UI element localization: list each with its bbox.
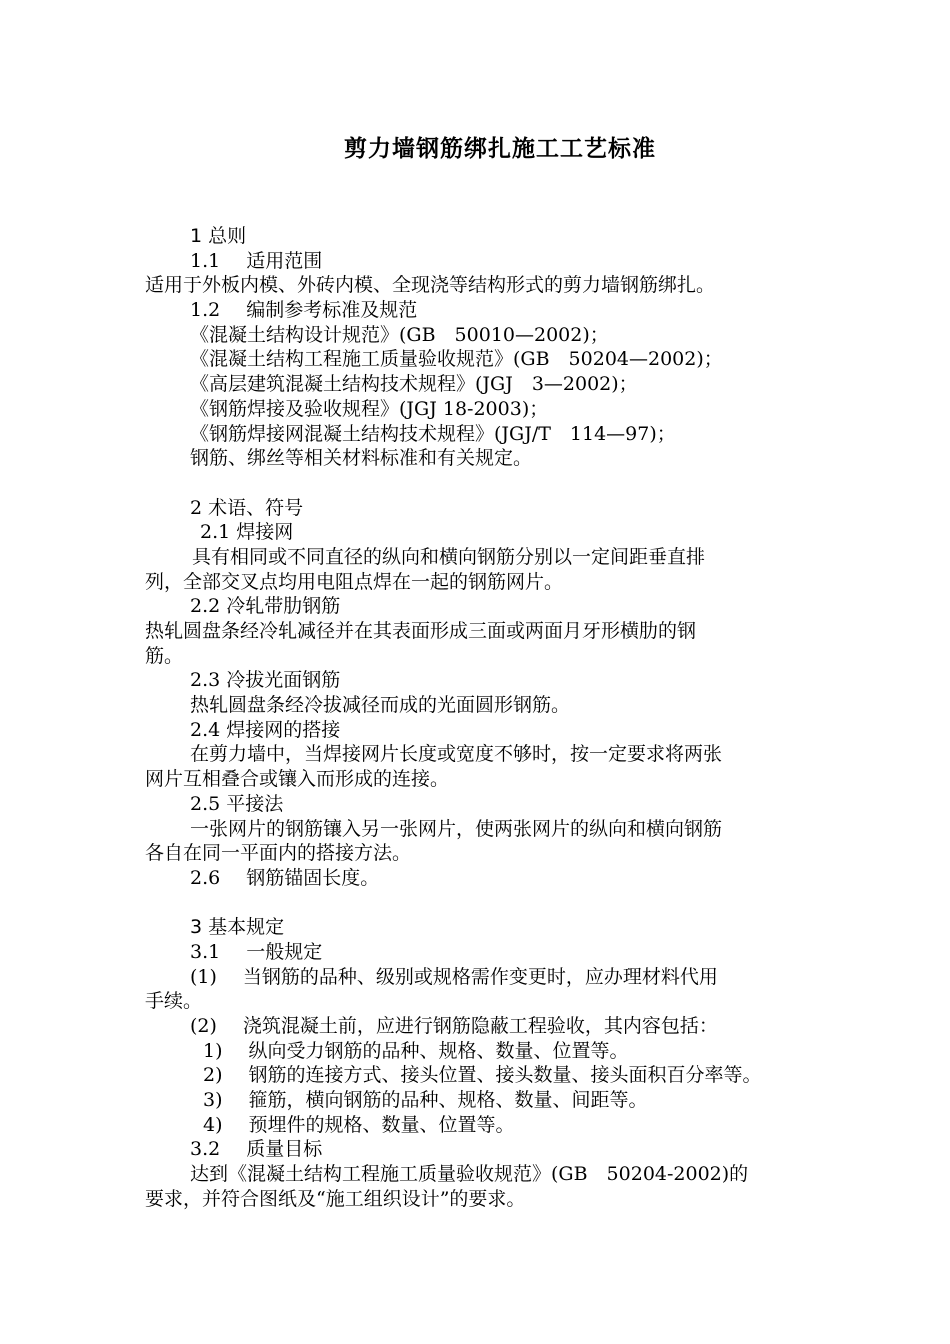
list-item-text: 预埋件的规格、数量、位置等。 (248, 1113, 515, 1136)
heading-2-6-text: 钢筋锚固长度。 (246, 866, 380, 889)
paragraph-2-2-line: 筋。 (145, 644, 184, 667)
heading-3-2-text: 质量目标 (246, 1138, 323, 1161)
page-title: 剪力墙钢筋绑扎施工工艺标准 (344, 136, 656, 162)
list-item-text: 纵向受力钢筋的品种、规格、数量、位置等。 (248, 1039, 629, 1062)
section-3-heading: 3 基本规定 (190, 916, 285, 939)
paragraph-2-2-line: 热轧圆盘条经冷轧减径并在其表面形成三面或两面月牙形横肋的钢 (145, 620, 697, 642)
reference-item: 《高层建筑混凝土结构技术规程》(JGJ 3—2002)； (190, 373, 638, 396)
list-item-number: 4) (203, 1113, 223, 1136)
heading-3-1-number: 3.1 (190, 940, 221, 963)
paragraph-2-1-line: 具有相同或不同直径的纵向和横向钢筋分别以一定间距垂直排 (192, 545, 706, 568)
reference-item: 钢筋、绑丝等相关材料标准和有关规定。 (190, 447, 533, 470)
heading-2-6-number: 2.6 (190, 866, 221, 889)
list-item (145, 1063, 825, 1088)
heading-3-1 (145, 940, 825, 965)
section-2-heading: 2 术语、符号 (190, 496, 304, 519)
heading-1-2-text: 编制参考标准及规范 (246, 299, 418, 322)
clause-2 (145, 1014, 825, 1039)
paragraph-2-3: 热轧圆盘条经冷拔减径而成的光面圆形钢筋。 (190, 694, 571, 717)
list-item (145, 1113, 825, 1138)
reference-item: 《混凝土结构工程施工质量验收规范》(GB 50204—2002)； (190, 348, 723, 371)
spacer (145, 471, 825, 496)
heading-3-2-number: 3.2 (190, 1138, 221, 1161)
heading-3-1-text: 一般规定 (246, 940, 323, 963)
heading-1-2 (145, 298, 825, 323)
heading-1-2-number: 1.2 (190, 299, 221, 322)
clause-1-continuation: 手续。 (145, 990, 203, 1013)
heading-2-2: 2.2 冷轧带肋钢筋 (190, 595, 341, 618)
heading-2-3: 2.3 冷拔光面钢筋 (190, 669, 341, 692)
paragraph-1-1: 适用于外板内模、外砖内模、全现浇等结构形式的剪力墙钢筋绑扎。 (145, 274, 716, 297)
document-body (145, 224, 825, 1212)
heading-2-1: 2.1 焊接网 (200, 521, 294, 544)
list-item-number: 1) (203, 1039, 223, 1062)
paragraph-3-2-line: 达到《混凝土结构工程施工质量验收规范》(GB 50204-2002)的 (190, 1163, 749, 1186)
reference-item: 《混凝土结构设计规范》(GB 50010—2002)； (190, 323, 609, 346)
paragraph-2-5-line: 一张网片的钢筋镶入另一张网片，使两张网片的纵向和横向钢筋 (190, 817, 723, 840)
list-item-number: 3) (203, 1089, 223, 1112)
paragraph-2-4-line: 在剪力墙中，当焊接网片长度或宽度不够时，按一定要求将两张 (190, 743, 723, 766)
list-item-text: 钢筋的连接方式、接头位置、接头数量、接头面积百分率等。 (248, 1064, 762, 1087)
paragraph-3-2-line: 要求，并符合图纸及“施工组织设计”的要求。 (145, 1187, 526, 1210)
list-item-number: 2) (203, 1064, 223, 1087)
clause-1 (145, 965, 825, 990)
heading-3-2 (145, 1137, 825, 1162)
heading-1-1 (145, 249, 825, 274)
spacer (145, 891, 825, 916)
heading-2-5: 2.5 平接法 (190, 792, 284, 815)
heading-1-1-text: 适用范围 (246, 249, 323, 272)
heading-2-6 (145, 866, 825, 891)
heading-2-4: 2.4 焊接网的搭接 (190, 718, 341, 741)
reference-item: 《钢筋焊接及验收规程》(JGJ 18-2003)； (190, 397, 549, 420)
section-1-heading: 1 总则 (190, 225, 247, 247)
paragraph-2-1-line: 列，全部交叉点均用电阻点焊在一起的钢筋网片。 (145, 570, 564, 593)
paragraph-2-5-line: 各自在同一平面内的搭接方法。 (145, 842, 412, 865)
reference-item: 《钢筋焊接网混凝土结构技术规程》(JGJ/T 114—97)； (190, 422, 676, 445)
list-item (145, 1039, 825, 1064)
clause-2-text: 浇筑混凝土前，应进行钢筋隐蔽工程验收，其内容包括： (242, 1015, 718, 1037)
clause-1-text: 当钢筋的品种、级别或规格需作变更时，应办理材料代用 (242, 965, 718, 988)
list-item (145, 1088, 825, 1113)
clause-2-number: (2) (190, 1015, 217, 1037)
heading-1-1-number: 1.1 (190, 249, 221, 272)
paragraph-2-4-line: 网片互相叠合或镶入而形成的连接。 (145, 768, 450, 791)
clause-1-number: (1) (190, 965, 217, 988)
list-item-text: 箍筋，横向钢筋的品种、规格、数量、间距等。 (248, 1089, 648, 1112)
